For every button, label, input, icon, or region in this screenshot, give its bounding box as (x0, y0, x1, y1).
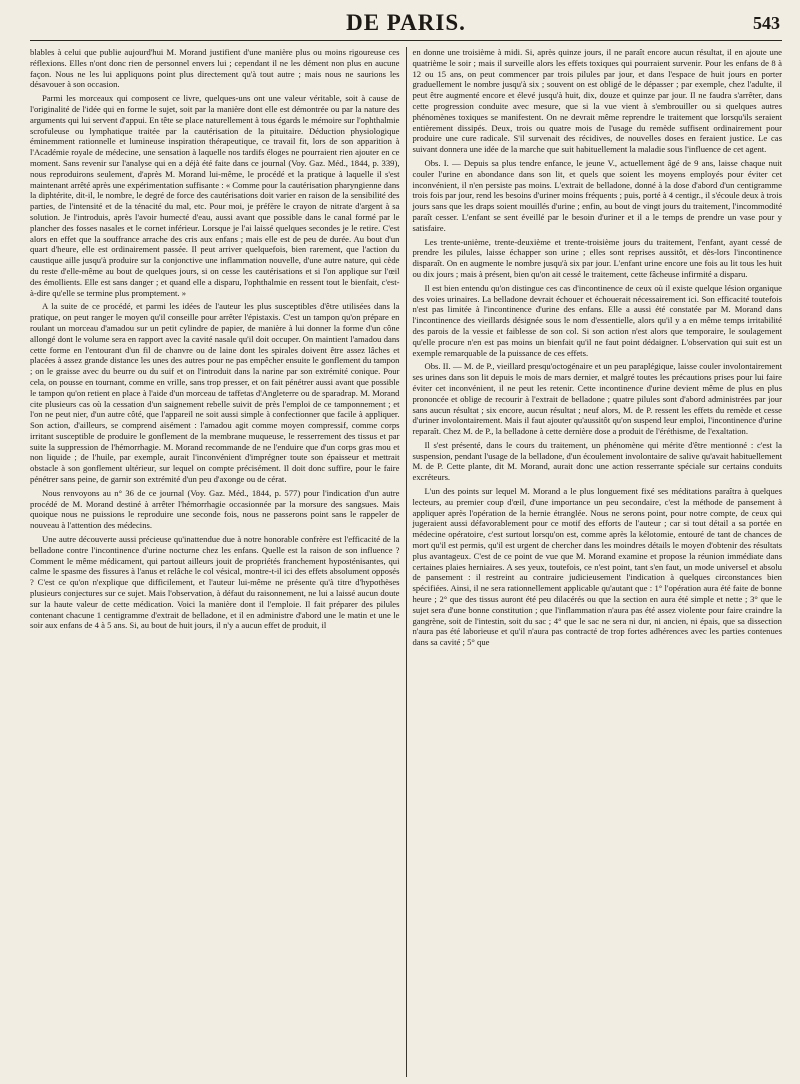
paragraph: A la suite de ce procédé, et parmi les idées de l'auteur les plus susceptibles d'être utilisées dans la pratique, on peut ranger le moyen qu'il conseille pour arrêter l'épistaxis. C'est un tampon qu'on prépare en roulant un morceau d'amadou sur un petit cylindre de papier, de manière à lui donner la forme d'un cône allongé dont le volume sera en rapport avec la cavité nasale qu'il doit occuper. On maintient l'amadou dans cette forme en l'entourant d'un fil de chanvre ou de laine dont les spirales doivent être assez lâches et placées à assez grande distance les unes des autres pour ne pas empêcher ensuite le gonflement du tampon ; on le graisse avec du beurre ou du suif et on l'introduit dans la narine par son extrémité conique. Pour cela, on pousse en tournant, comme en vrille, sans trop presser, et on fait pénétrer aussi avant que possible le tampon qu'on retient en place à l'aide d'un morceau de taffetas d'Angleterre ou de sparadrap. M. Morand cite plusieurs cas où la cessation d'un saignement rebelle suivit de près l'emploi de ce tamponnement ; et l'on ne peut nier, d'un autre côté, que l'appareil ne soit aussi simple à confectionner que facile à appliquer. Son action, d'ailleurs, se comprend aisément : l'amadou agit comme moyen compressif, comme corps irritant susceptible de produire le gonflement de la membrane muqueuse, le resserrement des tissus et par suite la suppression de l'hémorrhagie. M. Morand recommande de ne l'enduire que d'un corps gras mou et non liquide ; de l'huile, par exemple, aurait l'inconvénient d'imprégner toute son épaisseur et mettrait obstacle à son gonflement ultérieur, sur lequel on compte précisément. Il doit donc suffire, pour le faire pénétrer sans peine, de garnir son extrémité d'un peu d'axonge ou de cérat. (30, 301, 400, 485)
column-divider (406, 47, 407, 1077)
paragraph: Obs. I. — Depuis sa plus tendre enfance, le jeune V., actuellement âgé de 9 ans, laisse chaque nuit couler l'urine en abondance dans son lit, et quels que soient les moyens employés pour éviter cet inconvénient, il n'en persiste pas moins. L'extrait de belladone, donné à la dose d'abord d'un centigramme trois fois par jour, rend les besoins d'uriner moins fréquents ; puis, porté à 4 centigr., il s'écoule deux à trois jours sans que les draps soient mouillés d'urine ; enfin, au bout de vingt jours du traitement, l'incommodité paraît cesser. L'enfant se sent éveillé par le besoin d'uriner et il a le temps de prendre un vase pour y satisfaire. (412, 157, 782, 233)
paragraph: blables à celui que publie aujourd'hui M. Morand justifient d'une manière plus ou moins rigoureuse ces réflexions. Elles n'ont donc rien de personnel envers lui ; cependant il ne les dément non plus en aucune façon. Nous ne les lui appliquons point plus directement qu'à tout autre ; mais nous ne saurions les désavouer à son occasion. (30, 47, 400, 90)
text-columns (30, 47, 782, 1077)
paragraph: L'un des points sur lequel M. Morand a le plus longuement fixé ses méditations paraîtra à quelques lecteurs, au premier coup d'œil, d'une importance un peu secondaire, c'est la méthode de pansement à appliquer après l'opération de la hernie étranglée. Nous ne serons point, pour notre compte, de ceux qui jugeraient aussi défavorablement pour ce motif des efforts de l'auteur ; car si tout détail a sa portée en médecine opératoire, c'est surtout lorsqu'on est, comme après la kélotomie, entouré de tant de chances de mort qu'il est permis, qu'il est urgent de chercher dans les moindres détails le moyen d'obtenir des résultats plus avantageux. C'est de ce point de vue que M. Morand examine et propose la réunion immédiate dans certaines plaies herniaires. A ses yeux, toutefois, ce n'est point, tant s'en faut, un mode universel et absolu de pansement : il restreint au contraire judicieusement l'indication à quelques circonstances bien spécifiées. Ainsi, il ne sera rationnellement applicable qu'autant que : 1° l'opération aura été faite de bonne heure ; 2° que des tissus auront été peu dilacérés ou que la section en aura été simple et nette ; 3° que le sujet sera d'une bonne constitution ; que l'inflammation n'aura pas été assez violente pour faire craindre la gangrène, soit de l'intestin, soit du sac ; 4° que le sac ne sera ni dur, ni ancien, ni épais, que sa dissection n'aura pas été laborieuse et qu'il n'aura pas contracté de trop fortes adhérences avec les parties contenues dans sa cavité ; 5° que (412, 486, 782, 648)
paragraph: Il s'est présenté, dans le cours du traitement, un phénomène qui mérite d'être mentionné : c'est la suspension, pendant l'usage de la belladone, d'un écoulement involontaire de salive qu'avait habituellement M. de P. Cette plante, dit M. Morand, aurait donc une action resserrante spéciale sur certains conduits excréteurs. (412, 439, 782, 483)
page-header (30, 8, 782, 41)
running-title: DE PARIS. (346, 10, 466, 35)
page-number: 543 (753, 13, 780, 33)
paragraph: Il est bien entendu qu'on distingue ces cas d'incontinence de ceux où il existe quelque lésion organique des voies urinaires. La belladone devrait échouer et échouerait nécessairement ici. Son efficacité toutefois n'est pas limitée à l'incontinence d'urine des enfans. Elle a aussi été constatée par M. Morand dans l'incontinence des vieillards désignée sous le nom d'essentielle, alors qu'il y a en même temps irritabilité des parois de la vessie et faiblesse de son col. Si son action n'est alors que temporaire, le soulagement qu'elle procure n'en est pas moins un bienfait qu'il ne faut point dédaigner. L'observation qui suit est un exemple remarquable de la puissance de ces effets. (412, 282, 782, 358)
right-column (412, 47, 782, 1077)
paragraph: Obs. II. — M. de P., vieillard presqu'octogénaire et un peu paraplégique, laisse couler involontairement ses urines dans son lit depuis le mois de mars dernier, et malgré toutes les précautions prises pour lui faire éviter cet inconvénient, il ne peut les retenir. Cette incontinence d'urine devient même de plus en plus prononcée et oblige de recourir à l'extrait de belladone ; quatre pilules sont d'abord administrées par jour sans aucun résultat ; six encore, aucun résultat ; neuf alors, M. de P. ressent les effets du remède et cesse d'uriner involontairement. Mais il faut ajouter qu'aussitôt qu'on suspend leur emploi, l'incontinence d'urine reparaît. Chez M. de P., la belladone à cette dernière dose a produit de l'éréthisme, de l'exaltation. (412, 361, 782, 437)
paragraph: Une autre découverte aussi précieuse qu'inattendue due à notre honorable confrère est l'efficacité de la belladone contre l'incontinence d'urine nocturne chez les enfans. Quelle est la raison de son influence ? Comment le même médicament, qui partout ailleurs jouit de propriétés franchement hyposténisantes, qui calme le spasme des fissures à l'anus et relâche le col vésical, montre-t-il ici des effets absolument opposés ? C'est ce qu'on n'explique que difficilement, et l'auteur lui-même ne présente qu'à titre d'hypothèses plusieurs conjectures sur ce sujet. Mais l'observation, à défaut du raisonnement, ne lui a laissé aucun doute sur la haute valeur de cette médication. Voici la manière dont il l'emploie. Il fait préparer des pilules contenant chacune 1 centigramme d'extrait de belladone, et il en administre d'abord une le matin et une le soir aux enfans de 4 à 5 ans. Si, au bout de huit jours, il n'y a aucun effet de produit, il (30, 534, 400, 631)
paragraph: Les trente-unième, trente-deuxième et trente-troisième jours du traitement, l'enfant, ayant cessé de prendre les pilules, laisse échapper son urine ; elles sont reprises aussitôt, et dès-lors l'incontinence disparaît. On en augmente le nombre jusqu'à six par jour. L'enfant urine encore une fois au lit tous les huit ou dix jours ; mais à présent, bien qu'on ait cessé le traitement, cette fâcheuse infirmité a disparu. (412, 236, 782, 279)
paragraph: Parmi les morceaux qui composent ce livre, quelques-uns ont une valeur véritable, soit à cause de l'originalité de l'idée qui en forme le sujet, soit par la manière dont elle est démontrée ou par la nature des arguments qui lui servent d'appui. En tête se place naturellement à tous égards le mémoire sur l'ophthalmie scrofuleuse ou lymphatique traitée par la cautérisation de la pituitaire. Déduction physiologique éminemment rationnelle et lumineuse inspiration thérapeutique, ce travail fit, lors de son apparition à l'Académie royale de médecine, une sensation à laquelle nos tardifs éloges ne pourraient rien ajouter en ce moment. Sans revenir sur l'analyse qui en a déjà été faite dans ce journal (Voy. Gaz. Méd., 1844, p. 339), nous reproduirons seulement, d'après M. Morand lui-même, le procédé et la pratique à laquelle il s'est maintenant arrêté après une expérimentation suffisante : « Comme pour la cautérisation pharyngienne dans la diphtérite, dit-il, le nombre, le degré de force des cautérisations doit varier en raison de la sensibilité des parties, de l'intensité et de la ténacité du mal, etc. Pour moi, je préfère le crayon de nitrate d'argent à sa solution. Je l'introduis, après l'avoir humecté d'eau, aussi avant que possible dans le canal formé par le plancher des fosses nasales et le cornet inférieur. Lorsque je l'ai laissé quelques secondes je le retire. C'est alors en effet que la souffrance arrache des cris aux enfans ; mais elle est de peu de durée. Au bout d'un quart d'heure, elle est ordinairement passée. Il peut arriver quelquefois, bien rarement, que l'action du caustique aille jusqu'à produire sur la conjonctive une inflammation nouvelle, d'une autre nature, qui cède du reste d'elle-même au bout de quelques jours, si on cesse les cautérisations et si l'on applique sur l'œil des émollients. Elle est sans danger ; et quand elle a disparu, l'ophthalmie en ressent tout le bienfait, c'est-à-dire qu'elle se termine plus promptement. » (30, 93, 400, 298)
paragraph: Nous renvoyons au n° 36 de ce journal (Voy. Gaz. Méd., 1844, p. 577) pour l'indication d'un autre procédé de M. Morand destiné à arrêter l'hémorrhagie occasionnée par la morsure des sangsues. Mais quoique nous ne puissions le reproduire une seconde fois, nous ne passerons point sans le rappeler de nouveau à l'attention des médecins. (30, 487, 400, 531)
left-column (30, 47, 400, 1077)
paragraph: en donne une troisième à midi. Si, après quinze jours, il ne paraît encore aucun résultat, il en ajoute une quatrième le soir ; mais il surveille alors les effets toxiques qui pourraient survenir. Pour les enfans de 8 à 12 ou 15 ans, on peut commencer par trois pilules par jour, et dans l'espace de huit jours en porter graduellement le nombre jusqu'à six ; souvent on est obligé de le dépasser ; par exemple, chez l'adulte, il peut être augmenté encore et élevé jusqu'à huit, dix, douze et quinze par jour. Il ne faudra s'arrêter, dans cette progression conduite avec mesure, que si la vue vient à s'embrouiller ou si quelques autres phénomènes toxiques se manifestent. On ne devrait même reprendre le traitement que lorsqu'ils seraient entièrement dissipés. Deux, trois ou quatre mois de l'usage du remède suffisent ordinairement pour produire une cure radicale. S'il survenait des récidives, de nouvelles doses en feraient justice. Le cas suivant donnera une idée de la marche que suit habituellement la maladie sous l'influence de cet agent. (412, 47, 782, 155)
